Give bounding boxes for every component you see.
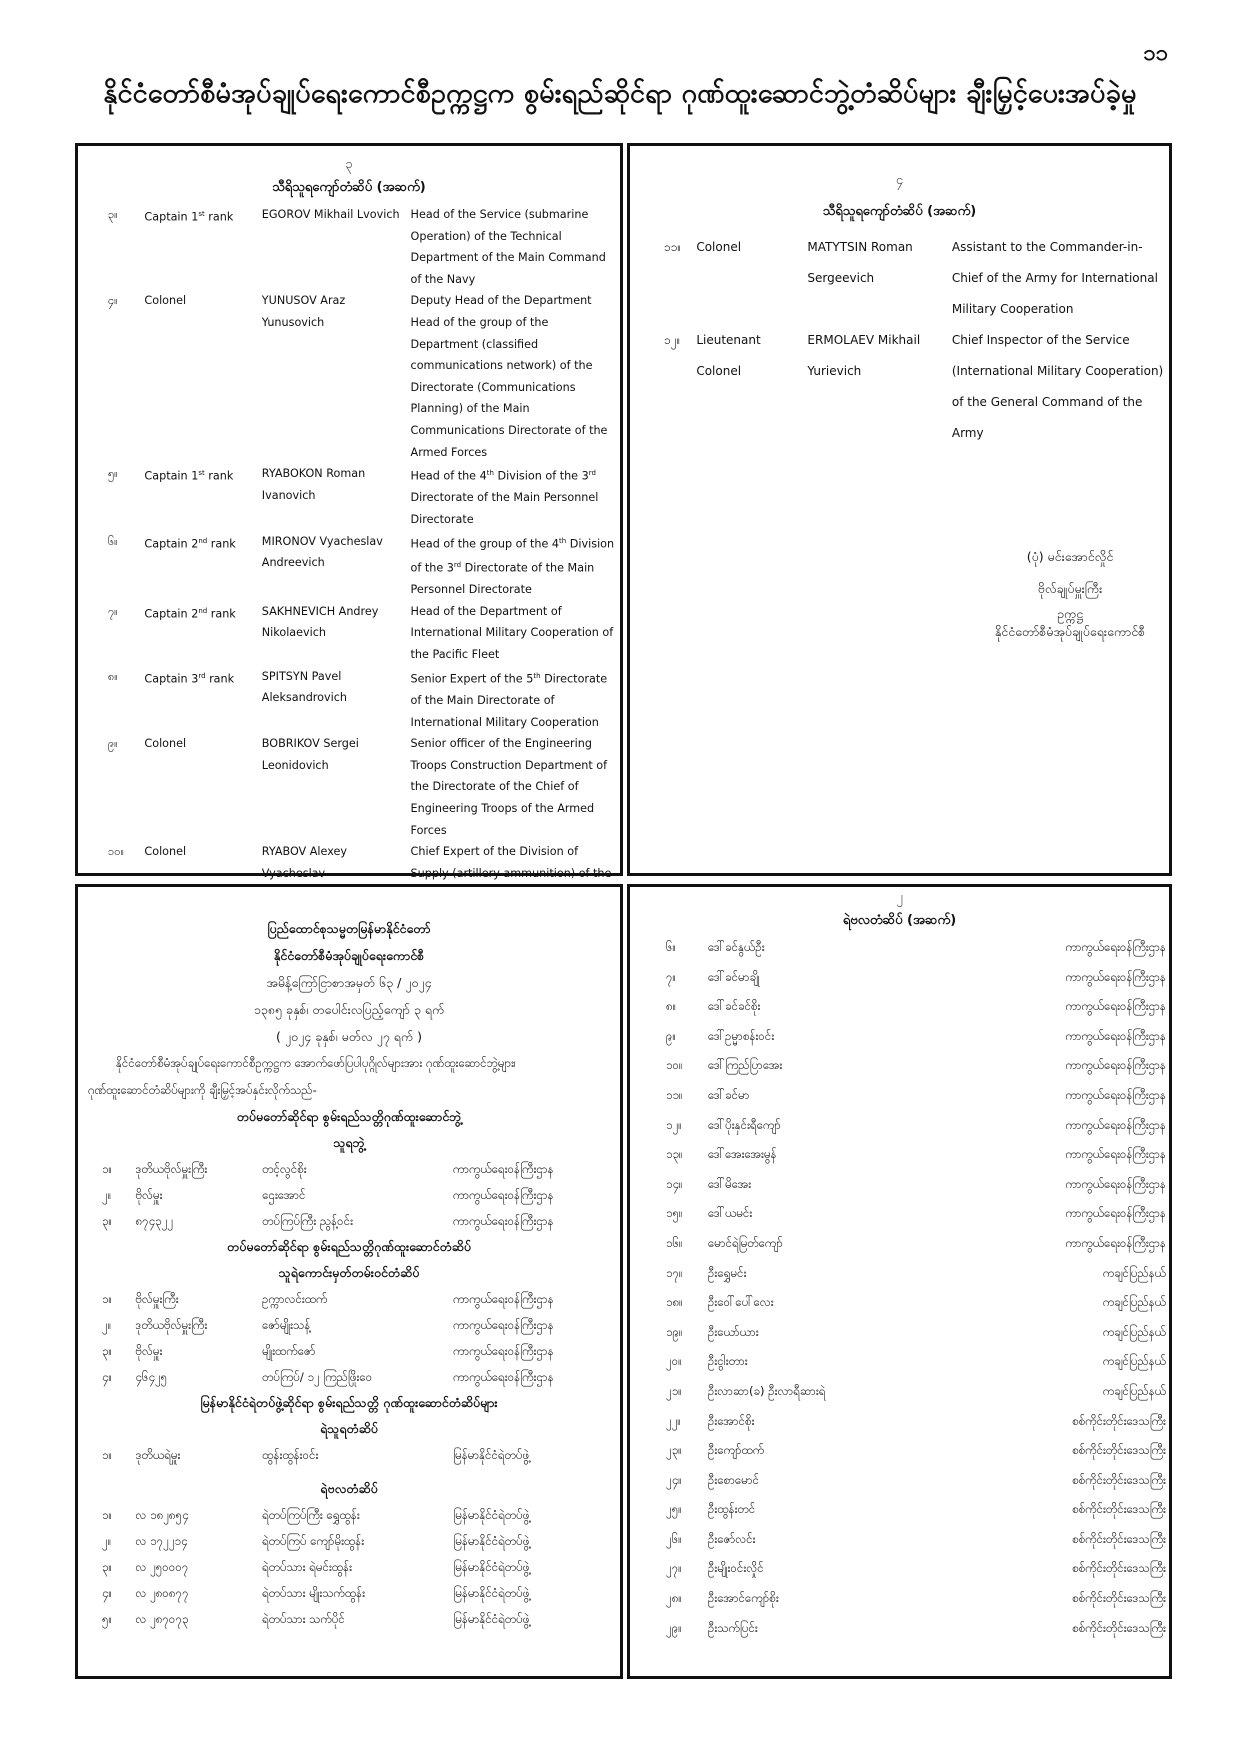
row-number: ၂၀။ xyxy=(666,1354,682,1369)
recipient-name: ရဲတပ်ကြပ်ကြီး ရွှေထွန်း xyxy=(262,1508,360,1522)
recipient-name: ဦးယော်ယား xyxy=(708,1324,759,1339)
table-row xyxy=(108,290,616,463)
unit: ကာကွယ်ရေးဝန်ကြီးဌာန xyxy=(1065,1117,1166,1132)
table-row xyxy=(102,1182,602,1208)
signature-name: (ပုံ) မင်းအောင်လှိုင် xyxy=(1026,549,1114,564)
table-row xyxy=(666,1022,1166,1052)
row-number: ၂၄။ xyxy=(666,1472,682,1487)
position: Head of the Department of International Military Cooperation of the Pacific Fleet xyxy=(410,604,614,662)
rank: Captain 1st rank xyxy=(144,210,234,224)
table-row xyxy=(664,325,1164,449)
recipient-name: RYABOV Alexey Vyacheslav xyxy=(261,845,347,880)
document-page-3 xyxy=(75,143,623,880)
recipient-name: BOBRIKOV Sergei Leonidovich xyxy=(261,737,359,772)
signature-block xyxy=(970,541,1170,641)
row-number: ၉။ xyxy=(666,1028,677,1043)
medal-title: သီရိသူရကျော်တံဆိပ် (အဆက်) xyxy=(272,180,426,195)
row-number: ၁။ xyxy=(102,1292,113,1306)
recipient-name: ဒေါ်အေးအေးမွန် xyxy=(708,1147,777,1162)
recipient-name: ဦးမျိုးဝင်းလှိုင် xyxy=(708,1561,764,1576)
row-number: ၂။ xyxy=(102,1318,112,1332)
date-gregorian: ( ၂၀၂၄ ခုနှစ်၊ မတ်လ ၂၇ ရက် ) xyxy=(275,1029,423,1044)
recipient-name: ဇော်မျိုးသန့် xyxy=(262,1318,311,1332)
recipient-name: ရဲတပ်သား သက်ပိုင် xyxy=(262,1612,345,1626)
table-row xyxy=(102,1442,602,1468)
row-number: ၅။ xyxy=(102,1612,113,1626)
table-row xyxy=(666,1554,1166,1584)
rank: လ ၁၇၂၂၁၄ xyxy=(135,1534,188,1548)
table-row xyxy=(108,531,616,601)
recipient-list xyxy=(666,933,1166,1643)
medal-title: ရဲဗလတံဆိပ် (အဆက်) xyxy=(842,913,957,928)
row-number: ၃။ xyxy=(102,1344,113,1358)
unit: မြန်မာနိုင်ငံရဲတပ်ဖွဲ့ xyxy=(453,1586,530,1600)
recipient-name: ဌေးအောင် xyxy=(262,1188,306,1202)
unit: ကာကွယ်ရေးဝန်ကြီးဌာန xyxy=(1065,969,1166,984)
position: Assistant to the Commander-in-Chief of the Army for International Military Cooperation xyxy=(951,240,1158,316)
document-page-2 xyxy=(627,884,1172,1679)
table-row xyxy=(108,666,616,734)
signature-org: နိုင်ငံတော်စီမံအုပ်ချုပ်ရေးကောင်စီ xyxy=(994,624,1146,639)
rank: Colonel xyxy=(144,845,187,859)
recipient-name: ဒေါ်ခင်မာချို xyxy=(708,969,760,984)
section-subtitle: သူရဘွဲ့ xyxy=(333,1135,365,1150)
section-subtitle: သူရဲကောင်းမှတ်တမ်းဝင်တံဆိပ် xyxy=(278,1265,420,1280)
row-number: ၁၁။ xyxy=(664,240,682,254)
table-row xyxy=(108,463,616,531)
recipient-name: ရဲတပ်သား ရဲမင်းထွန်း xyxy=(262,1560,353,1574)
row-number: ၁။ xyxy=(102,1448,113,1462)
table-row xyxy=(666,1495,1166,1525)
recipient-name: တပ်ကြပ်/ ၁၂ ကြည်ဖြိုးဝေ xyxy=(262,1370,373,1384)
rank: ဗိုလ်မှူးကြီး xyxy=(135,1292,179,1306)
row-number: ၁၇။ xyxy=(666,1265,683,1280)
council-header: နိုင်ငံတော်စီမံအုပ်ချုပ်ရေးကောင်စီ xyxy=(273,948,425,963)
row-number: ၁၀။ xyxy=(666,1058,683,1073)
recipient-name: EGOROV Mikhail Lvovich xyxy=(261,208,400,221)
table-row xyxy=(666,1318,1166,1348)
row-number: ၃။ xyxy=(102,1560,113,1574)
section-title: တပ်မတော်ဆိုင်ရာ စွမ်းရည်သတ္တိဂုဏ်ထူးဆောင်ဘွဲ့ xyxy=(236,1109,462,1124)
recipient-name: ဦးရွှေမင်း xyxy=(708,1265,747,1280)
unit: ကာကွယ်ရေးဝန်ကြီးဌာန xyxy=(453,1370,554,1384)
recipient-name: ဥက္ကာလင်းထက် xyxy=(262,1292,328,1306)
row-number: ၁၂။ xyxy=(666,1117,682,1132)
recipient-table xyxy=(664,232,1164,449)
recipient-name: ဒေါ်ခင်မာ xyxy=(708,1087,750,1102)
unit: ကာကွယ်ရေးဝန်ကြီးဌာန xyxy=(453,1214,554,1228)
rank: ဒုတိယဗိုလ်မှူးကြီး xyxy=(135,1162,208,1176)
unit: စစ်ကိုင်းတိုင်းဒေသကြီး xyxy=(1072,1472,1166,1487)
table-row xyxy=(666,1051,1166,1081)
table-row xyxy=(102,1286,602,1312)
medal-title: သီရိသူရကျော်တံဆိပ် (အဆက်) xyxy=(822,204,977,219)
rank: ဒုတိယဗိုလ်မှူးကြီး xyxy=(135,1318,208,1332)
unit: စစ်ကိုင်းတိုင်းဒေသကြီး xyxy=(1072,1561,1166,1576)
table-row xyxy=(666,1259,1166,1289)
row-number: ၃။ xyxy=(108,208,118,221)
unit: ကချင်ပြည်နယ် xyxy=(1102,1383,1166,1398)
rank: ဗိုလ်မှူး xyxy=(135,1188,163,1202)
recipient-name: ဦးထွန်းတင် xyxy=(708,1502,756,1517)
table-row xyxy=(102,1208,602,1234)
recipient-name: ဒေါ်ကြည်ပြာအေး xyxy=(708,1058,783,1073)
table-row xyxy=(666,1111,1166,1141)
rank: Colonel xyxy=(144,737,187,751)
row-number: ၈။ xyxy=(666,999,677,1014)
table-row xyxy=(108,733,616,841)
unit: ကချင်ပြည်နယ် xyxy=(1102,1354,1166,1369)
rank: လ ၁၈၂၈၅၄ xyxy=(135,1508,189,1522)
table-row xyxy=(102,1580,602,1606)
recipient-name: ဒေါ်ယမင်း xyxy=(708,1206,753,1221)
page-headline: နိုင်ငံတော်စီမံအုပ်ချုပ်ရေးကောင်စီဥက္ကဋ္ဌက စွမ်းရည်ဆိုင်ရာ ဂုဏ်ထူးဆောင်ဘွဲ့တံဆိပ်များ ချီးမြှင့်ပေးအပ်ခဲ့မှု xyxy=(103,78,1137,109)
unit: စစ်ကိုင်းတိုင်းဒေသကြီး xyxy=(1072,1531,1166,1546)
country-header: ပြည်ထောင်စုသမ္မတမြန်မာနိုင်ငံတော် xyxy=(267,921,431,936)
recipient-name: ဒေါ်ဥမ္မာစန်းဝင်း xyxy=(708,1028,775,1043)
table-row xyxy=(102,1338,602,1364)
table-row xyxy=(666,1377,1166,1407)
unit: ကာကွယ်ရေးဝန်ကြီးဌာန xyxy=(453,1344,554,1358)
recipient-name: YUNUSOV Araz Yunusovich xyxy=(261,294,346,329)
table-row xyxy=(666,1170,1166,1200)
row-number: ၂၉။ xyxy=(666,1620,682,1635)
recipient-name: ဒေါ်ခင်ခင်စိုး xyxy=(708,999,761,1014)
table-row xyxy=(666,1584,1166,1614)
recipient-name: MIRONOV Vyacheslav Andreevich xyxy=(261,534,383,570)
unit: စစ်ကိုင်းတိုင်းဒေသကြီး xyxy=(1072,1502,1166,1517)
table-row xyxy=(102,1364,602,1390)
section-title: တပ်မတော်ဆိုင်ရာ စွမ်းရည်သတ္တိဂုဏ်ထူးဆောင်တံဆိပ် xyxy=(227,1239,471,1254)
unit: ကာကွယ်ရေးဝန်ကြီးဌာန xyxy=(453,1318,554,1332)
recipient-name: SAKHNEVICH Andrey Nikolaevich xyxy=(261,604,379,640)
row-number: ၂။ xyxy=(102,1534,112,1548)
row-number: ၁၉။ xyxy=(666,1324,683,1339)
section-title: မြန်မာနိုင်ငံရဲတပ်ဖွဲ့ဆိုင်ရာ စွမ်းရည်သတ္တိ ဂုဏ်ထူးဆောင်တံဆိပ်များ xyxy=(200,1395,498,1410)
rank: Captain 1st rank xyxy=(144,469,234,483)
unit: ကာကွယ်ရေးဝန်ကြီးဌာန xyxy=(1065,1235,1166,1250)
unit: မြန်မာနိုင်ငံရဲတပ်ဖွဲ့ xyxy=(453,1508,530,1522)
row-number: ၆။ xyxy=(108,534,118,548)
rank: Lieutenant Colonel xyxy=(696,333,761,378)
table-row xyxy=(666,1288,1166,1318)
rank: လ ၂၈၇၀၇၃ xyxy=(135,1612,189,1626)
unit: ကချင်ပြည်နယ် xyxy=(1102,1265,1166,1280)
row-number: ၁။ xyxy=(102,1508,113,1522)
unit: ကာကွယ်ရေးဝန်ကြီးဌာန xyxy=(1065,1147,1166,1162)
unit: ကာကွယ်ရေးဝန်ကြီးဌာန xyxy=(453,1188,554,1202)
row-number: ၄။ xyxy=(102,1586,113,1600)
table-row xyxy=(666,1614,1166,1644)
recipient-name: ဦးအောင်ကျော်စိုး xyxy=(708,1591,779,1606)
recipient-name: MATYTSIN Roman Sergeevich xyxy=(807,240,913,285)
recipient-table xyxy=(108,204,616,949)
recipient-name: ဦးသက်ပြင်း xyxy=(708,1620,758,1635)
recipient-name: ဦးစောမောင် xyxy=(708,1472,760,1487)
recipient-name: SPITSYN Pavel Aleksandrovich xyxy=(261,669,347,705)
row-number: ၂၂။ xyxy=(666,1413,681,1428)
recipient-name: ဦးဝေါ်ပေါ်လေး xyxy=(708,1295,774,1310)
row-number: ၁။ xyxy=(102,1162,113,1176)
intro-paragraph xyxy=(78,1050,620,1104)
unit: မြန်မာနိုင်ငံရဲတပ်ဖွဲ့ xyxy=(453,1560,530,1574)
position: Chief Expert of the Division of Supply (artillery ammunition) of the xyxy=(410,845,612,880)
recipient-name: ဒေါ်ခင်နွယ်ဦး xyxy=(708,940,765,954)
table-row xyxy=(666,1347,1166,1377)
unit: စစ်ကိုင်းတိုင်းဒေသကြီး xyxy=(1072,1591,1166,1606)
table-row xyxy=(666,963,1166,993)
position: Chief Inspector of the Service (International Military Cooperation) of the General Command of the Army xyxy=(951,333,1164,440)
recipient-name: မောင်ရဲမြတ်ကျော် xyxy=(708,1235,783,1250)
signature-role: ဥက္ကဋ္ဌ xyxy=(1057,606,1083,621)
section-subtitle: ရဲသူရတံဆိပ် xyxy=(320,1421,378,1436)
row-number: ၂၈။ xyxy=(666,1591,682,1606)
table-row xyxy=(664,232,1164,325)
recipient-name: တင့်လွင်စိုး xyxy=(262,1162,307,1176)
row-number: ၂၃။ xyxy=(666,1443,682,1458)
unit: ကာကွယ်ရေးဝန်ကြီးဌာန xyxy=(1065,1058,1166,1073)
order-number: အမိန့်ကြော်ငြာစာအမှတ် ၆၃ / ၂၀၂၄ xyxy=(266,975,432,990)
row-number: ၁၈။ xyxy=(666,1295,683,1310)
unit: စစ်ကိုင်းတိုင်းဒေသကြီး xyxy=(1072,1620,1166,1635)
table-row xyxy=(666,1407,1166,1437)
recipient-name: ရဲတပ်သား မျိုးသက်ထွန်း xyxy=(262,1586,366,1600)
page-number: ၁၁ xyxy=(1143,41,1168,66)
table-row xyxy=(666,1229,1166,1259)
unit: စစ်ကိုင်းတိုင်းဒေသကြီး xyxy=(1072,1413,1166,1428)
table-row xyxy=(102,1528,602,1554)
position: Senior Expert of the 5th Directorate of the Main Directorate of International Military Cooperation xyxy=(410,671,608,729)
table-row xyxy=(102,1312,602,1338)
row-number: ၂။ xyxy=(102,1188,112,1202)
recipient-name: ဦးဇော်လင်း xyxy=(708,1531,756,1546)
row-number: ၁၄။ xyxy=(666,1176,683,1191)
row-number: ၁၃။ xyxy=(666,1147,683,1162)
recipient-name: မျိုးထက်ဇော် xyxy=(262,1344,316,1358)
recipient-name: ရဲတပ်ကြပ် ကျော်မိုးထွန်း xyxy=(262,1534,365,1548)
recipient-name: ဒေါ်မိအေး xyxy=(708,1176,752,1191)
order-announcement xyxy=(75,884,623,1679)
award-table xyxy=(102,1442,602,1468)
row-number: ၈။ xyxy=(108,669,118,683)
recipient-name: တပ်ကြပ်ကြီး ညွန့်ဝင်း xyxy=(262,1214,354,1228)
recipient-name: ဦးလာဆာ(ခ) ဦးလာရီဆားရဲ xyxy=(708,1383,826,1398)
row-number: ၄။ xyxy=(102,1370,113,1384)
row-number: ၁၂။ xyxy=(664,333,681,347)
award-table xyxy=(102,1286,602,1390)
table-row xyxy=(102,1156,602,1182)
row-number: ၅။ xyxy=(108,467,118,481)
signature-rank: ဗိုလ်ချုပ်မှူးကြီး xyxy=(1037,581,1103,596)
intro-line-1: နိုင်ငံတော်စီမံအုပ်ချုပ်ရေးကောင်စီဥက္ကဋ္ဌက အောက်ဖော်ပြပါပုဂ္ဂိုလ်များအား ဂုဏ်ထူးဆောင်ဘွဲ့များ၊ xyxy=(116,1056,516,1070)
intro-line-2: ဂုဏ်ထူးဆောင်တံဆိပ်များကို ချီးမြှင့်အပ်နှင်းလိုက်သည်- xyxy=(88,1083,317,1097)
row-number: ၂၁။ xyxy=(666,1383,682,1398)
unit: ကာကွယ်ရေးဝန်ကြီးဌာန xyxy=(1065,1087,1166,1102)
recipient-name: ဦးကျော်ထက် xyxy=(708,1443,765,1458)
row-number: ၉။ xyxy=(108,737,118,751)
table-row xyxy=(666,1140,1166,1170)
row-number: ၆။ xyxy=(666,940,677,954)
unit: ကချင်ပြည်နယ် xyxy=(1102,1295,1166,1310)
table-row xyxy=(666,1199,1166,1229)
rank: ၈၇၄၃၂၂ xyxy=(135,1214,174,1228)
recipient-name: ဒေါ်ပိုးနှင်းရီကျော် xyxy=(708,1117,781,1132)
row-number: ၂၇။ xyxy=(666,1561,682,1576)
unit: ကာကွယ်ရေးဝန်ကြီးဌာန xyxy=(1065,1028,1166,1043)
rank: Captain 3rd rank xyxy=(144,671,235,686)
unit: မြန်မာနိုင်ငံရဲတပ်ဖွဲ့ xyxy=(453,1448,530,1462)
row-number: ၂၆။ xyxy=(666,1531,682,1546)
award-table xyxy=(102,1156,602,1234)
award-table xyxy=(102,1502,602,1632)
row-number: ၂၅။ xyxy=(666,1502,682,1517)
rank: Colonel xyxy=(144,294,187,308)
row-number: ၁၀။ xyxy=(108,845,124,859)
rank: Colonel xyxy=(696,240,742,254)
unit: ကာကွယ်ရေးဝန်ကြီးဌာန xyxy=(453,1162,554,1176)
recipient-name: ဦးငွါးတား xyxy=(708,1354,748,1369)
position: Senior officer of the Engineering Troops Construction Department of the Directorate of the Chief of Engineering Troops of the Armed Forces xyxy=(410,737,608,837)
row-number: ၁၅။ xyxy=(666,1206,683,1221)
position: Head of the 4th Division of the 3rd Directorate of the Main Personnel Directorate xyxy=(410,469,599,527)
recipient-name: ဦးအောင်စိုး xyxy=(708,1413,755,1428)
table-row xyxy=(102,1554,602,1580)
recipient-name: ERMOLAEV Mikhail Yurievich xyxy=(807,333,921,378)
date-myanmar: ၁၃၈၅ ခုနှစ်၊ တပေါင်းလပြည့်ကျော် ၃ ရက် xyxy=(253,1002,445,1017)
rank: လ ၂၈၀၈၇၇ xyxy=(135,1586,189,1600)
table-row xyxy=(666,1081,1166,1111)
table-row xyxy=(666,933,1166,963)
table-row xyxy=(666,1436,1166,1466)
rank: ဗိုလ်မှူး xyxy=(135,1344,163,1358)
table-row xyxy=(666,992,1166,1022)
page-no: ၃ xyxy=(345,157,353,172)
table-row xyxy=(666,1466,1166,1496)
row-number: ၄။ xyxy=(108,294,118,308)
unit: စစ်ကိုင်းတိုင်းဒေသကြီး xyxy=(1072,1443,1166,1458)
unit: ကာကွယ်ရေးဝန်ကြီးဌာန xyxy=(1065,1176,1166,1191)
row-number: ၃။ xyxy=(102,1214,113,1228)
rank: ဒုတိယရဲမှူး xyxy=(135,1448,181,1462)
rank: လ ၂၅၀၀၀၇ xyxy=(135,1560,189,1574)
recipient-name: ထွန်းထွန်းဝင်း xyxy=(262,1448,319,1462)
unit: ကာကွယ်ရေးဝန်ကြီးဌာန xyxy=(453,1292,554,1306)
row-number: ၇။ xyxy=(108,604,118,618)
position: Deputy Head of the Department Head of the group of the Department (classified communications network) of the Directorate (Communications Planning) of the Main Communications Directorate of the Armed Forces xyxy=(410,294,608,459)
page-no: ၂ xyxy=(896,890,903,905)
row-number: ၇။ xyxy=(666,969,677,984)
row-number: ၁၁။ xyxy=(666,1087,683,1102)
recipient-name: RYABOKON Roman Ivanovich xyxy=(261,467,366,502)
table-row xyxy=(666,1525,1166,1555)
section-subtitle: ရဲဗလတံဆိပ် xyxy=(320,1481,378,1496)
rank: Captain 2nd rank xyxy=(144,606,236,621)
page-no: ၄ xyxy=(895,173,904,188)
document-page-4 xyxy=(627,143,1172,876)
unit: ကာကွယ်ရေးဝန်ကြီးဌာန xyxy=(1065,940,1166,954)
table-row xyxy=(108,204,616,290)
position: Head of the Service (submarine Operation) of the Technical Department of the Main Command of the Navy xyxy=(410,208,606,286)
rank: ၄၆၄၂၅ xyxy=(135,1370,168,1384)
unit: မြန်မာနိုင်ငံရဲတပ်ဖွဲ့ xyxy=(453,1612,530,1626)
unit: မြန်မာနိုင်ငံရဲတပ်ဖွဲ့ xyxy=(453,1534,530,1548)
table-row xyxy=(102,1606,602,1632)
row-number: ၁၆။ xyxy=(666,1235,683,1250)
table-row xyxy=(108,601,616,666)
table-row xyxy=(102,1502,602,1528)
unit: ကချင်ပြည်နယ် xyxy=(1102,1324,1166,1339)
position: Head of the group of the 4th Division of the 3rd Directorate of the Main Personnel Directorate xyxy=(410,536,615,597)
rank: Captain 2nd rank xyxy=(144,536,236,551)
unit: ကာကွယ်ရေးဝန်ကြီးဌာန xyxy=(1065,1206,1166,1221)
unit: ကာကွယ်ရေးဝန်ကြီးဌာန xyxy=(1065,999,1166,1014)
